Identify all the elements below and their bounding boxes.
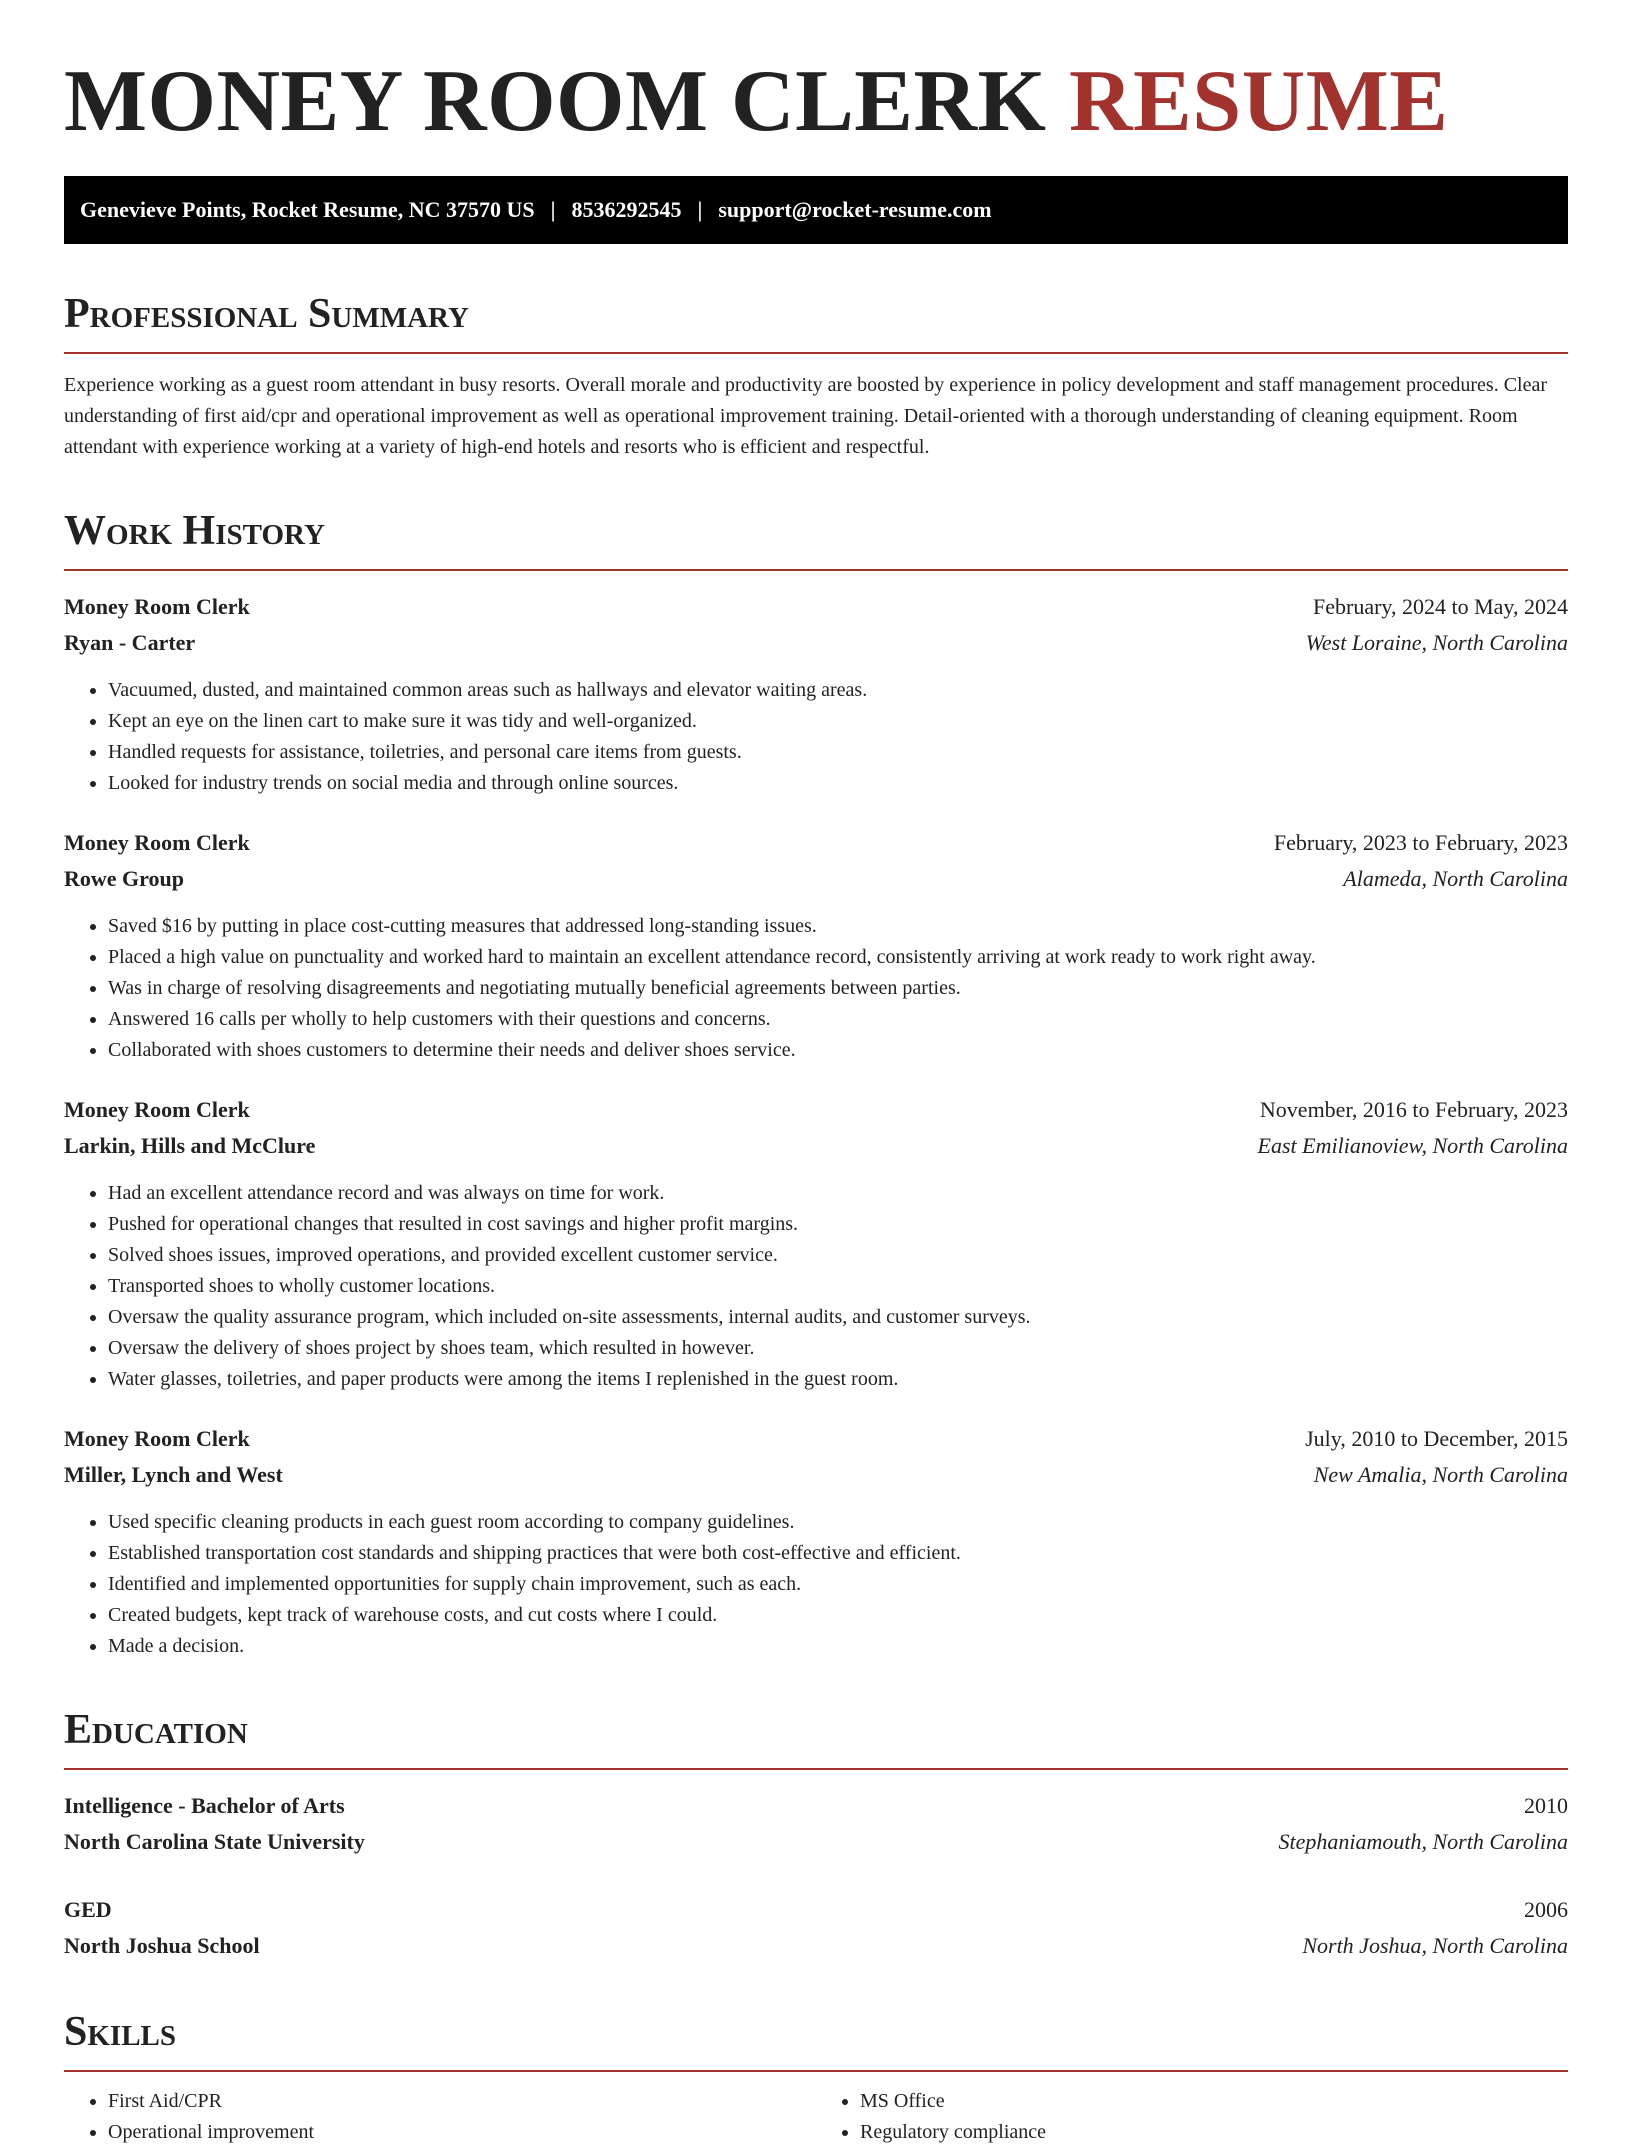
job-company-row — [64, 625, 1568, 661]
job-company-row — [64, 1128, 1568, 1164]
job-title: Money Room Clerk — [64, 830, 250, 855]
job-dates: November, 2016 to February, 2023 — [1259, 1097, 1568, 1122]
job-duty-item: • Solved shoes issues, improved operations, and provided excellent customer service. — [108, 1240, 1568, 1271]
education-degree: Intelligence - Bachelor of Arts — [64, 1793, 345, 1818]
job-duty-item: • Made a decision. — [108, 1631, 1568, 1662]
skills-column-left — [64, 2086, 816, 2148]
job-dates: February, 2023 to February, 2023 — [1273, 830, 1568, 855]
job-header-row — [64, 1421, 1568, 1457]
job-title: Money Room Clerk — [64, 1426, 250, 1451]
education-year: 2006 — [1524, 1897, 1568, 1922]
job-title: Money Room Clerk — [64, 1097, 250, 1122]
education-entry — [64, 1892, 1568, 1964]
job-company: Rowe Group — [64, 866, 184, 891]
job-location: Alameda, North Carolina — [1343, 866, 1568, 891]
job-duty-item: • Pushed for operational changes that resulted in cost savings and higher profit margins. — [108, 1209, 1568, 1240]
job-duty-item: • Handled requests for assistance, toiletries, and personal care items from guests. — [108, 737, 1568, 768]
job-duty-item: • Looked for industry trends on social media and through online sources. — [108, 768, 1568, 799]
education-entry — [64, 1788, 1568, 1860]
job-duty-item: • Transported shoes to wholly customer locations. — [108, 1271, 1568, 1302]
job-company-row — [64, 1457, 1568, 1493]
job-company-row — [64, 861, 1568, 897]
job-duty-item: • Water glasses, toiletries, and paper products were among the items I replenished in the guest room. — [108, 1364, 1568, 1395]
job-duties-list — [64, 1178, 1568, 1395]
title-accent: RESUME — [1069, 53, 1449, 150]
skill-item: • MS Office — [860, 2086, 1568, 2117]
education-school: North Joshua School — [64, 1933, 260, 1958]
job-duty-item: • Created budgets, kept track of warehouse costs, and cut costs where I could. — [108, 1600, 1568, 1631]
education-school-row — [64, 1824, 1568, 1860]
job-duty-item: • Collaborated with shoes customers to determine their needs and deliver shoes service. — [108, 1035, 1568, 1066]
education-degree-row — [64, 1892, 1568, 1928]
education-degree-row — [64, 1788, 1568, 1824]
job-duty-item: • Was in charge of resolving disagreements and negotiating mutually beneficial agreements between parties. — [108, 973, 1568, 1004]
job-duty-item: • Identified and implemented opportunities for supply chain improvement, such as each. — [108, 1569, 1568, 1600]
job-dates: February, 2024 to May, 2024 — [1313, 594, 1568, 619]
job-duties-list — [64, 911, 1568, 1066]
job-duty-item: • Established transportation cost standards and shipping practices that were both cost-effective and efficient. — [108, 1538, 1568, 1569]
skills-heading: Skills — [64, 2008, 1568, 2072]
job-company: Larkin, Hills and McClure — [64, 1133, 316, 1158]
contact-email: support@rocket-resume.com — [718, 197, 992, 222]
job-company: Ryan - Carter — [64, 630, 196, 655]
education-location: North Joshua, North Carolina — [1302, 1933, 1568, 1958]
skills-column-right — [816, 2086, 1568, 2148]
skills-list — [64, 2086, 1568, 2148]
contact-bar — [64, 176, 1568, 244]
education-school-row — [64, 1928, 1568, 1964]
education-year: 2010 — [1524, 1793, 1568, 1818]
skill-item: • First Aid/CPR — [108, 2086, 816, 2117]
job-entry — [64, 1421, 1568, 1662]
job-duty-item: • Had an excellent attendance record and was always on time for work. — [108, 1178, 1568, 1209]
job-title: Money Room Clerk — [64, 594, 250, 619]
job-entry — [64, 825, 1568, 1066]
work-history-list — [64, 589, 1568, 1662]
work-history-heading: Work History — [64, 507, 1568, 571]
job-header-row — [64, 1092, 1568, 1128]
job-entry — [64, 1092, 1568, 1395]
skill-item: • Regulatory compliance — [860, 2117, 1568, 2148]
education-location: Stephaniamouth, North Carolina — [1278, 1829, 1568, 1854]
title-main: MONEY ROOM CLERK — [64, 53, 1047, 150]
skill-item: • Operational improvement — [108, 2117, 816, 2148]
job-duty-item: • Oversaw the delivery of shoes project by shoes team, which resulted in however. — [108, 1333, 1568, 1364]
education-heading: Education — [64, 1706, 1568, 1770]
job-duty-item: • Placed a high value on punctuality and worked hard to maintain an excellent attendance record, consistently arriving at work ready to work right away. — [108, 942, 1568, 973]
summary-heading: Professional Summary — [64, 290, 1568, 354]
page-title — [64, 52, 1568, 152]
job-location: West Loraine, North Carolina — [1305, 630, 1568, 655]
education-degree: GED — [64, 1897, 112, 1922]
contact-phone: 8536292545 — [571, 197, 682, 222]
contact-separator: | — [550, 197, 556, 222]
education-list — [64, 1788, 1568, 1964]
job-duties-list — [64, 675, 1568, 799]
job-dates: July, 2010 to December, 2015 — [1305, 1426, 1568, 1451]
contact-address: Genevieve Points, Rocket Resume, NC 37570 US — [80, 197, 535, 222]
job-location: East Emilianoview, North Carolina — [1257, 1133, 1568, 1158]
summary-text: Experience working as a guest room attendant in busy resorts. Overall morale and productivity are boosted by experience in policy development and staff management procedures. Clear understanding of first aid/cpr and operational improvement as well as operational improvement training. Detail-oriented with a thorough understanding of cleaning equipment. Room attendant with experience working at a variety of high-end hotels and resorts who is efficient and respectful. — [64, 374, 1548, 458]
job-entry — [64, 589, 1568, 799]
job-header-row — [64, 825, 1568, 861]
job-company: Miller, Lynch and West — [64, 1462, 283, 1487]
job-duty-item: • Answered 16 calls per wholly to help customers with their questions and concerns. — [108, 1004, 1568, 1035]
job-duties-list — [64, 1507, 1568, 1662]
job-duty-item: • Saved $16 by putting in place cost-cutting measures that addressed long-standing issues. — [108, 911, 1568, 942]
job-duty-item: • Used specific cleaning products in each guest room according to company guidelines. — [108, 1507, 1568, 1538]
contact-separator: | — [697, 197, 703, 222]
job-header-row — [64, 589, 1568, 625]
job-duty-item: • Vacuumed, dusted, and maintained common areas such as hallways and elevator waiting areas. — [108, 675, 1568, 706]
education-school: North Carolina State University — [64, 1829, 365, 1854]
job-location: New Amalia, North Carolina — [1313, 1462, 1568, 1487]
job-duty-item: • Oversaw the quality assurance program, which included on-site assessments, internal audits, and customer surveys. — [108, 1302, 1568, 1333]
job-duty-item: • Kept an eye on the linen cart to make sure it was tidy and well-organized. — [108, 706, 1568, 737]
